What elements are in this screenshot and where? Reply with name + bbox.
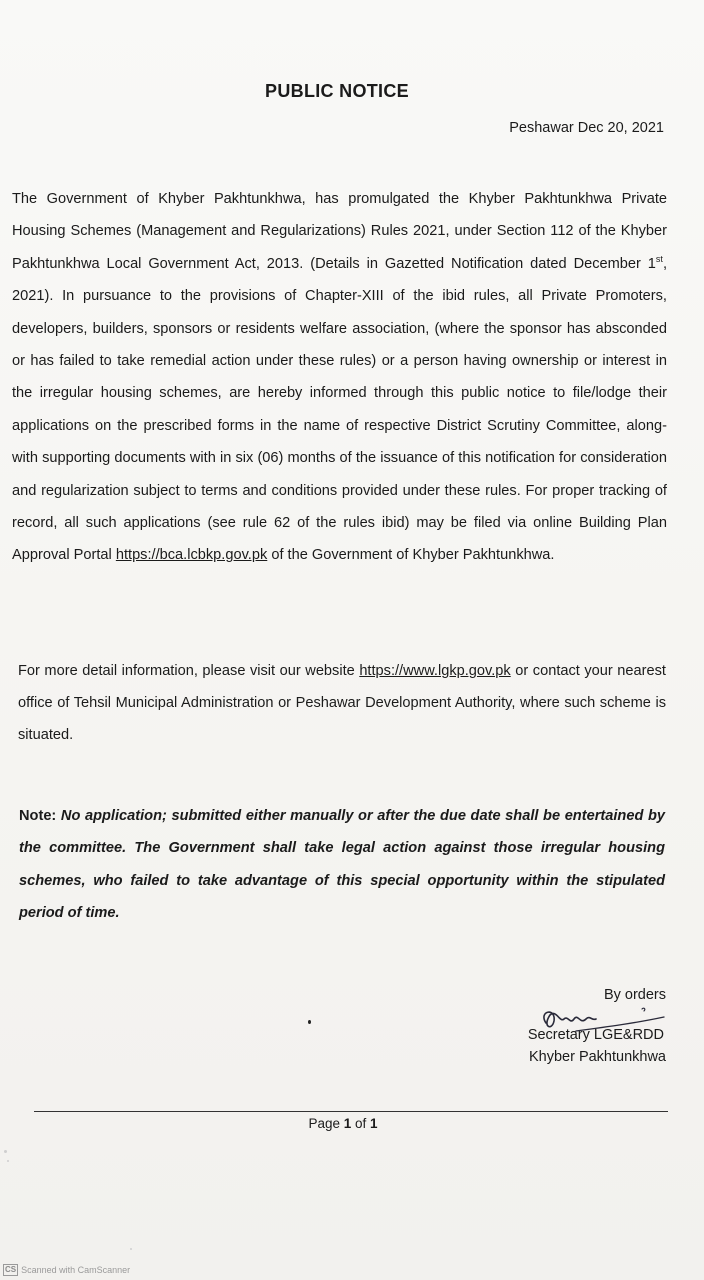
website-link[interactable]: https://www.lgkp.gov.pk (359, 663, 511, 679)
scan-speck (130, 1248, 132, 1250)
main-paragraph-text-2: , 2021). In pursuance to the provisions of Chapter-XIII of the ibid rules, all Private Promoters, developers, builders, sponsors or residents welfare association, (where the sponsor has absconded or has failed to take remedial action under these rules) or a person having ownership or interest in the irregular housing schemes, are hereby informed through this public notice to file/lodge their applications on the prescribed forms in the name of respective District Scrutiny Committee, along-with supporting documents with in six (06) months of the issuance of this notification for consideration and regularization subject to terms and conditions provided under these rules. For proper tracking of record, all such applications (see rule 62 of the rules ibid) may be filed via online Building Plan Approval Portal (12, 255, 667, 564)
main-paragraph-text-3: of the Government of Khyber Pakhtunkhwa. (267, 547, 555, 564)
page-current: 1 (343, 1116, 352, 1131)
page-mid: of (351, 1116, 371, 1131)
ink-dot (308, 1020, 311, 1024)
note-text: No application; submitted either manually or after the due date shall be entertained by the committee. The Government shall take legal action against those irregular housing schemes, who failed to take advantage of this special opportunity within the stipulated period of time. (19, 808, 665, 922)
scan-speck (4, 1150, 7, 1153)
scanner-watermark (3, 1264, 130, 1276)
note-label: Note: (19, 808, 57, 824)
main-paragraph (12, 183, 667, 572)
footer-divider (34, 1111, 668, 1112)
page-number (0, 1116, 686, 1131)
info-paragraph (18, 655, 666, 751)
secretary-designation: Secretary LGE&RDD (527, 1027, 664, 1043)
dateline: Peshawar Dec 20, 2021 (509, 120, 664, 136)
notice-title: PUBLIC NOTICE (265, 81, 409, 101)
ordinal-suffix: st (655, 253, 663, 264)
portal-link[interactable]: https://bca.lcbkp.gov.pk (115, 547, 268, 564)
province-name: Khyber Pakhtunkhwa (528, 1049, 666, 1065)
main-paragraph-text-1: The Government of Khyber Pakhtunkhwa, has promulgated the Khyber Pakhtunkhwa Private Housing Schemes (Management and Regularizations) Rules 2021, under Section 112 of the Khyber Pakhtunkhwa Local Government Act, 2013. (Details in Gazetted Notification dated December 1 (12, 191, 667, 272)
info-paragraph-text-1: For more detail information, please visit our website (18, 663, 360, 679)
info-paragraph-text-2: or contact your nearest office of Tehsil Municipal Administration or Peshawar Development Authority, where such scheme is situated. (18, 663, 666, 743)
by-orders-label: By orders (603, 987, 666, 1003)
page-prefix: Page (308, 1116, 344, 1131)
note-paragraph (19, 800, 665, 930)
page-total: 1 (370, 1116, 378, 1131)
scan-speck (7, 1160, 9, 1162)
camscanner-logo-icon: CS (5, 1265, 17, 1274)
watermark-text: Scanned with CamScanner (21, 1265, 131, 1275)
